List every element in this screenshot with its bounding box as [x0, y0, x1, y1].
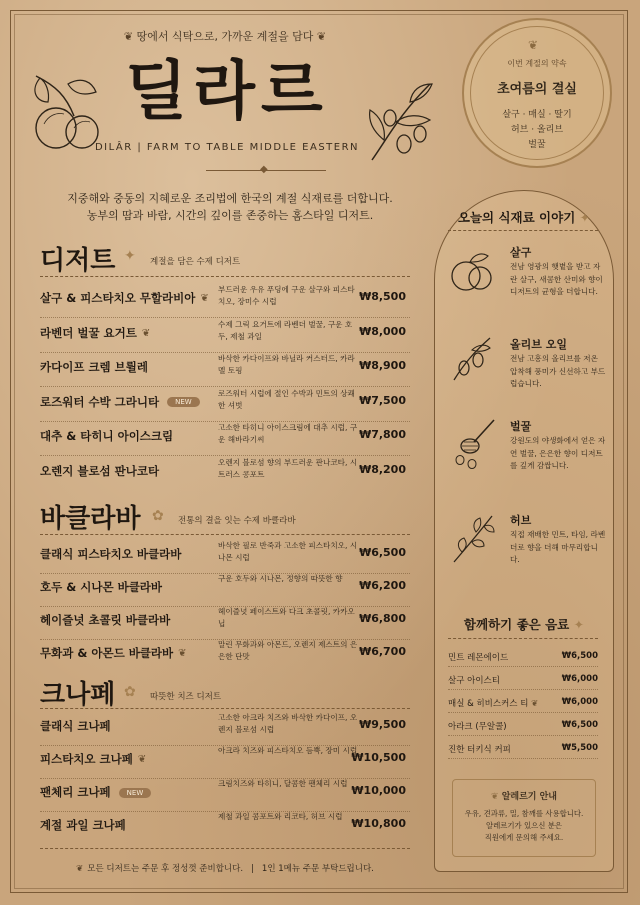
section-title-dessert: 디저트 — [40, 246, 116, 276]
ingredient-description: 강원도의 야생화에서 얻은 자연 벌꿀, 은은한 향이 디저트를 깊게 감쌉니다. — [510, 436, 606, 470]
menu-item-price: ₩10,500 — [351, 751, 406, 764]
menu-item — [40, 422, 410, 452]
menu-item-price: ₩6,700 — [359, 645, 406, 658]
menu-item — [40, 457, 410, 487]
seal-ingredients: 살구 · 매실 · 딸기 허브 · 올리브 벌꿀 — [502, 110, 572, 150]
leaf-icon: ❦ — [200, 293, 209, 304]
menu-item-description: 로즈워터 시럽에 절인 수박과 민트의 상쾌한 셔벗 — [218, 388, 355, 410]
menu-item-description: 고소한 타히니 아이스크림에 대추 시럽, 구운 해바라기씨 — [218, 423, 358, 444]
menu-item-name: 팬체리 크나페 — [40, 785, 111, 799]
section-subtitle-knafeh: 따뜻한 치즈 디저트 — [150, 692, 222, 702]
section-subtitle-dessert: 계절을 담은 수제 디저트 — [150, 257, 241, 267]
leaf-icon: ❦ — [141, 327, 151, 339]
menu-item-description: 수제 그릭 요거트에 라벤더 벌꿀, 구운 호두, 제철 과일 — [218, 319, 353, 341]
restaurant-title: 딜라르 — [125, 54, 329, 129]
menu-item — [40, 540, 410, 570]
menu-item-price: ₩8,200 — [359, 462, 406, 476]
menu-item-name: 클래식 크나페 — [40, 719, 111, 733]
footer-divider — [40, 848, 410, 849]
menu-item-name: 호두 & 시나몬 바클라바 — [40, 580, 163, 594]
menu-item-price: ₩8,000 — [359, 324, 406, 338]
menu-item-price: ₩6,500 — [359, 546, 406, 559]
menu-item-description: 말린 무화과와 아몬드, 오렌지 제스트의 은은한 단맛 — [218, 640, 358, 661]
drink-price: ₩6,000 — [561, 697, 598, 707]
menu-item — [40, 284, 410, 314]
ingredient-name: 올리브 오일 — [510, 338, 567, 351]
menu-item — [40, 639, 410, 669]
menu-item — [40, 712, 410, 742]
menu-item-description: 크림치즈와 타히니, 달콤한 팬체리 시럽 — [218, 779, 348, 788]
menu-item-price: ₩6,200 — [359, 579, 406, 592]
menu-item — [40, 319, 410, 349]
panel-divider — [448, 230, 598, 231]
leaf-icon: ❦ — [76, 864, 84, 874]
herb-icon — [448, 510, 498, 566]
menu-item-name: 로즈워터 수박 그라니타 — [40, 394, 160, 409]
ingredients-panel-title: 오늘의 식재료 이야기 ✦ — [457, 210, 591, 225]
menu-item-price: ₩9,500 — [359, 718, 406, 731]
restaurant-subtitle: DILÂR | FARM TO TABLE MIDDLE EASTERN — [94, 142, 360, 153]
leaf-icon: ❦ — [528, 699, 539, 709]
menu-item-price: ₩10,000 — [351, 784, 406, 797]
drink-price: ₩5,500 — [561, 743, 598, 753]
section-divider — [40, 534, 410, 535]
menu-item-name: 살구 & 피스타치오 무할라비아 — [40, 291, 196, 305]
leaf-icon: ❦ — [178, 648, 187, 659]
menu-item — [40, 388, 410, 418]
menu-item-description: 고소한 아크라 치즈와 바삭한 카다이프, 오렌지 블로섬 시럽 — [218, 713, 358, 734]
sparkle-icon: ✦ — [124, 248, 136, 264]
flower-icon: ✿ — [124, 684, 136, 700]
menu-item-name: 헤이즐넛 초콜릿 바클라바 — [40, 613, 171, 627]
apricot-icon — [448, 248, 494, 294]
drink-item — [448, 671, 598, 690]
drink-item — [448, 694, 598, 713]
footer-note: ❦ 모든 디저트는 주문 후 정성껏 준비합니다. | 1인 1메뉴 주문 부탁드립니다. — [76, 864, 374, 874]
panel-divider — [448, 638, 598, 639]
menu-item-name: 클래식 피스타치오 바클라바 — [40, 547, 182, 561]
menu-item-name: 카다이프 크렘 브륄레 — [40, 360, 148, 374]
ingredient-name: 허브 — [510, 514, 532, 527]
intro-text: 지중해와 중동의 지혜로운 조리법에 한국의 계절 식재료를 더합니다. 농부의 땀과 바람, 시간의 깊이를 존중하는 홈스타일 디저트. — [67, 192, 393, 222]
menu-item — [40, 778, 410, 808]
drink-price: ₩6,500 — [561, 720, 598, 730]
drink-price: ₩6,000 — [561, 674, 598, 684]
drink-name: 민트 레몬에이드 — [448, 653, 509, 663]
menu-item-name: 피스타치오 크나페 — [40, 752, 133, 766]
menu-item-price: ₩8,900 — [359, 359, 406, 372]
menu-item-name: 라벤더 벌꿀 요거트 — [40, 325, 137, 340]
new-badge: NEW — [167, 397, 200, 407]
menu-item-description: 오렌지 블로섬 향의 부드러운 판나코타, 시트러스 콩포트 — [218, 457, 358, 479]
flower-icon: ✿ — [152, 508, 164, 524]
drink-name: 매실 & 히비스커스 티 — [448, 699, 529, 709]
menu-item — [40, 606, 410, 636]
menu-item — [40, 811, 410, 841]
menu-item-description: 바삭한 카다이프와 바닐라 커스터드, 카라멜 토핑 — [218, 354, 355, 375]
menu-item-price: ₩6,800 — [359, 612, 406, 625]
menu-item-price: ₩7,800 — [359, 428, 406, 441]
seal-title: 초여름의 결실 — [497, 82, 577, 97]
section-subtitle-baklava: 전통의 결을 잇는 수제 바클라바 — [178, 516, 296, 526]
menu-item-name: 무화과 & 아몬드 바클라바 — [40, 646, 174, 660]
wheat-icon: ❦ — [528, 38, 539, 52]
menu-item-price: ₩10,800 — [351, 817, 406, 830]
menu-item-name: 계절 과일 크나페 — [40, 818, 126, 832]
menu-item-description: 부드러운 우유 푸딩에 구운 살구와 피스타치오, 장미수 시럽 — [218, 285, 355, 306]
olive-branch-illustration-icon — [360, 74, 440, 166]
drink-item — [448, 648, 598, 667]
leaf-icon: ❦ — [123, 30, 137, 43]
new-badge: NEW — [119, 788, 152, 798]
section-divider — [40, 276, 410, 277]
menu-item-price: ₩8,500 — [359, 290, 406, 303]
menu-item-description: 아크라 치즈와 피스타치오 듬뿍, 장미 시럽 — [218, 746, 358, 755]
drink-name: 아라크 (무알콜) — [448, 722, 507, 732]
menu-item — [40, 573, 410, 603]
menu-item-description: 제철 과일 콤포트와 리코타, 허브 시럽 — [218, 812, 343, 821]
allergy-title: ❦ 알레르기 안내 — [491, 792, 557, 802]
seal-subtitle: 이번 계절의 약속 — [507, 59, 567, 68]
sparkle-icon: ✦ — [569, 617, 585, 632]
ingredient-name: 살구 — [510, 246, 532, 259]
menu-item-name: 오렌지 블로섬 판나코타 — [40, 463, 160, 478]
drink-name: 진한 터키식 커피 — [448, 745, 511, 755]
menu-item-description: 구운 호두와 시나몬, 정향의 따뜻한 향 — [218, 574, 343, 583]
menu-item-price: ₩7,500 — [359, 393, 406, 407]
menu-item — [40, 353, 410, 383]
drink-item — [448, 717, 598, 736]
menu-item-name: 대추 & 타히니 아이스크림 — [40, 429, 174, 443]
menu-item — [40, 745, 410, 775]
allergy-text: 우유, 견과류, 밀, 참깨를 사용합니다. 알레르기가 있으신 분은 직원에게 문의해 주세요. — [464, 809, 584, 842]
ingredient-name: 벌꿀 — [510, 420, 532, 433]
leaf-icon: ❦ — [137, 754, 147, 765]
section-divider — [40, 708, 410, 709]
section-title-baklava: 바클라바 — [40, 504, 141, 534]
menu-item-description: 헤이즐넛 페이스트와 다크 초콜릿, 카카오닙 — [218, 607, 355, 628]
ingredient-description: 직접 재배한 민트, 타임, 라벤더로 향을 더해 마무리합니다. — [510, 530, 606, 564]
drink-item — [448, 740, 598, 759]
olive-icon — [448, 334, 494, 384]
ornament-icon: ◆ — [260, 164, 268, 175]
drink-name: 살구 아이스티 — [448, 676, 500, 686]
sparkle-icon: ✦ — [575, 210, 591, 225]
ingredient-description: 전남 영광의 햇볕을 받고 자란 살구, 새콤한 산미와 향이 디저트의 균형을 더합니다. — [510, 262, 603, 296]
leaf-icon: ❦ — [491, 792, 502, 802]
ingredient-description: 전남 고흥의 올리브를 저온 압착해 풍미가 신선하고 부드럽습니다. — [510, 354, 606, 388]
menu-item-description: 바삭한 필로 반죽과 고소한 피스타치오, 시나몬 시럽 — [218, 541, 358, 562]
section-title-knafeh: 크나페 — [40, 680, 116, 710]
drink-price: ₩6,500 — [561, 651, 598, 661]
honey-dipper-icon — [448, 416, 498, 472]
leaf-icon: ❦ — [313, 30, 327, 43]
tagline: ❦ 땅에서 식탁으로, 가까운 계절을 담다 ❦ — [123, 30, 327, 43]
drinks-title: 함께하기 좋은 음료 ✦ — [463, 617, 585, 632]
